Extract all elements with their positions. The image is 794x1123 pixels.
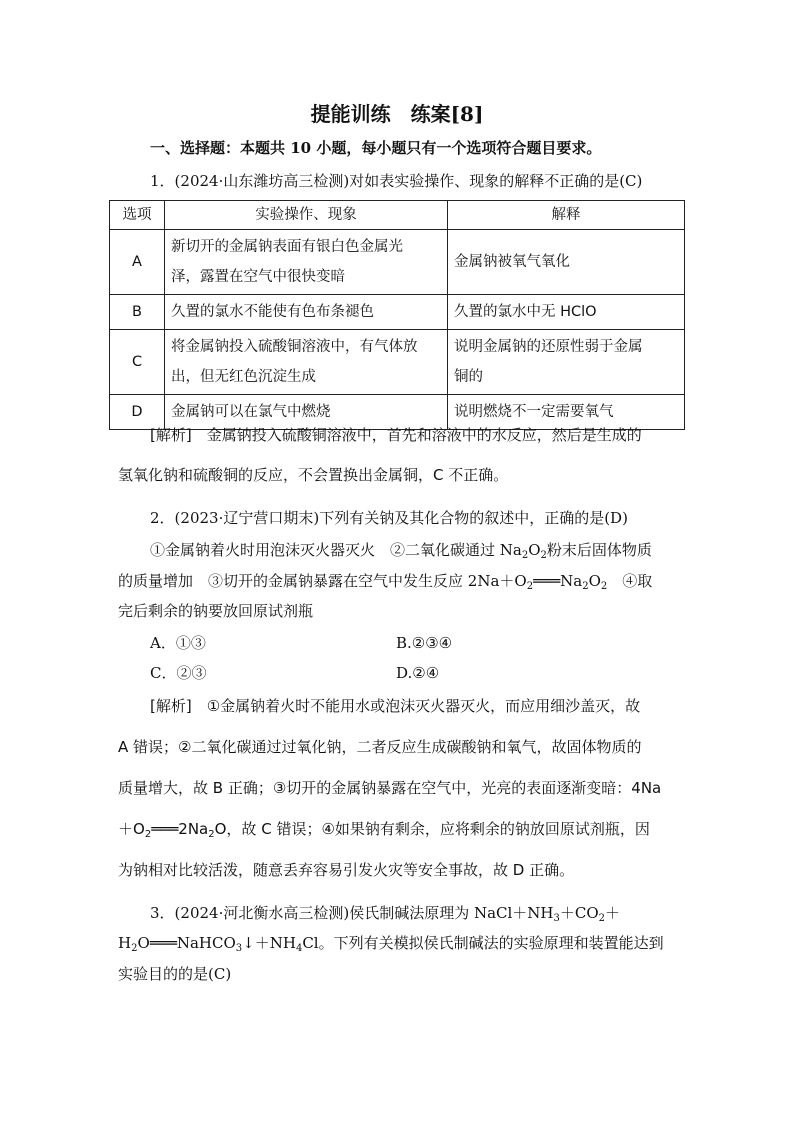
table-row <box>110 295 685 330</box>
q3-text: O═══NaHCO <box>137 934 236 952</box>
page-title: 提能训练 练案[8] <box>310 102 484 126</box>
cell-line: 将金属钠投入硫酸铜溶液中，有气体放 <box>171 339 418 355</box>
cell-line: 泽，露置在空气中很快变暗 <box>171 269 345 285</box>
choice-c: C．②③ <box>150 664 207 682</box>
q2-items-line2: 的质量增加 ③切开的金属钠暴露在空气中发生反应 $2Na+O_2═══Na_2O_2$ ④取 <box>118 572 653 592</box>
q3-text: 3．(2024·河北衡水高三检测)侯氏制碱法原理为 NaCl＋NH <box>150 904 554 922</box>
row-explanation: 说明燃烧不一定需要氧气 <box>448 395 685 430</box>
analysis-tag: [解析] <box>150 697 192 715</box>
q2-items-line3: 完后剩余的钠要放回原试剂瓶 <box>118 602 314 620</box>
analysis-text: ＋O <box>118 820 145 838</box>
analysis-text: O，故 C 错误；④如果钠有剩余，应将剩余的钠放回原试剂瓶，因 <box>214 820 650 838</box>
table-row <box>110 330 685 395</box>
row-operation: 久置的氯水不能使有色布条褪色 <box>165 295 448 330</box>
q3-text: ＋CO <box>559 904 599 922</box>
item-text: 粉末后固体物质 <box>546 541 652 559</box>
header-explanation: 解释 <box>448 201 685 230</box>
choice-a: A．①③ <box>150 634 206 652</box>
header-operation: 实验操作、现象 <box>165 201 448 230</box>
cell-line: 铜的 <box>454 369 483 385</box>
q3-text: ＋ <box>605 904 621 922</box>
q2-analysis-line2: A 错误；②二氧化碳通过过氧化钠，二者反应生成碳酸钠和氧气，故固体物质的 <box>118 738 642 756</box>
row-option: B <box>110 295 165 330</box>
row-explanation <box>448 330 685 395</box>
q2-analysis-line3: 质量增大，故 B 正确；③切开的金属钠暴露在空气中，光亮的表面逐渐变暗：4Na <box>118 779 662 797</box>
q1-analysis-line1 <box>150 424 642 446</box>
q2-items-line1: ①金属钠着火时用泡沫灭火器灭火 ②二氧化碳通过 $Na_2O_2$粉末后固体物质 <box>150 541 652 561</box>
q1-table <box>109 200 685 430</box>
row-operation: 金属钠可以在氯气中燃烧 <box>165 395 448 430</box>
q1-stem: 1．(2024·山东潍坊高三检测)对如表实验操作、现象的解释不正确的是(C) <box>150 172 643 190</box>
q3-line1: 3．(2024·河北衡水高三检测)侯氏制碱法原理为 $NaCl+NH_3+CO_2+$ <box>150 904 621 924</box>
row-option: C <box>110 330 165 395</box>
row-operation <box>165 330 448 395</box>
header-option: 选项 <box>110 201 165 230</box>
q2-analysis-line5: 为钠相对比较活泼，随意丢弃容易引发火灾等安全事故，故 D 正确。 <box>118 861 575 879</box>
table-row <box>110 230 685 295</box>
row-explanation: 金属钠被氧气氧化 <box>448 230 685 295</box>
analysis-text: 金属钠投入硫酸铜溶液中，首先和溶液中的水反应，然后是生成的 <box>206 426 642 444</box>
q3-line3: 实验目的的是(C) <box>118 965 232 983</box>
cell-line: 说明金属钠的还原性弱于金属 <box>454 339 643 355</box>
q2-stem: 2．(2023·辽宁营口期末)下列有关钠及其化合物的叙述中，正确的是(D) <box>150 509 628 527</box>
q3-text: Cl。下列有关模拟侯氏制碱法的实验原理和装置能达到 <box>302 934 664 952</box>
cell-line: 出，但无红色沉淀生成 <box>171 369 316 385</box>
analysis-tag: [解析] <box>150 426 192 444</box>
item-text: ═══Na <box>533 572 583 590</box>
q3-text: ↓＋NH <box>242 934 296 952</box>
q1-analysis-line2: 氢氧化钠和硫酸铜的反应，不会置换出金属铜，C 不正确。 <box>118 466 509 484</box>
row-explanation: 久置的氯水中无 HClO <box>448 295 685 330</box>
q2-analysis-line4: $+O_2═══2Na_2O$，故 C 错误；④如果钠有剩余，应将剩余的钠放回原试剂瓶，因 <box>118 820 650 840</box>
table-header-row <box>110 201 685 230</box>
q3-text: H <box>118 934 132 952</box>
analysis-text: ①金属钠着火时不能用水或泡沫灭火器灭火，而应用细沙盖灭，故 <box>206 697 641 715</box>
row-option: D <box>110 395 165 430</box>
cell-line: 新切开的金属钠表面有银白色金属光 <box>171 239 403 255</box>
item-text: 的质量增加 ③切开的金属钠暴露在空气中发生反应 2Na＋O <box>118 572 527 590</box>
section-heading: 一、选择题：本题共 10 小题，每小题只有一个选项符合题目要求。 <box>150 139 602 157</box>
choice-d: D.②④ <box>396 664 440 682</box>
q2-analysis-line1 <box>150 695 640 717</box>
row-option: A <box>110 230 165 295</box>
item-text: ④取 <box>607 572 653 590</box>
analysis-text: ═══2Na <box>151 820 209 838</box>
row-operation <box>165 230 448 295</box>
q3-line2: $H_2O═══NaHCO_3↓+NH_4Cl$。下列有关模拟侯氏制碱法的实验原理和装置能达到 <box>118 934 664 954</box>
choice-b: B.②③④ <box>396 634 453 652</box>
item-text: ①金属钠着火时用泡沫灭火器灭火 ②二氧化碳通过 Na <box>150 541 522 559</box>
